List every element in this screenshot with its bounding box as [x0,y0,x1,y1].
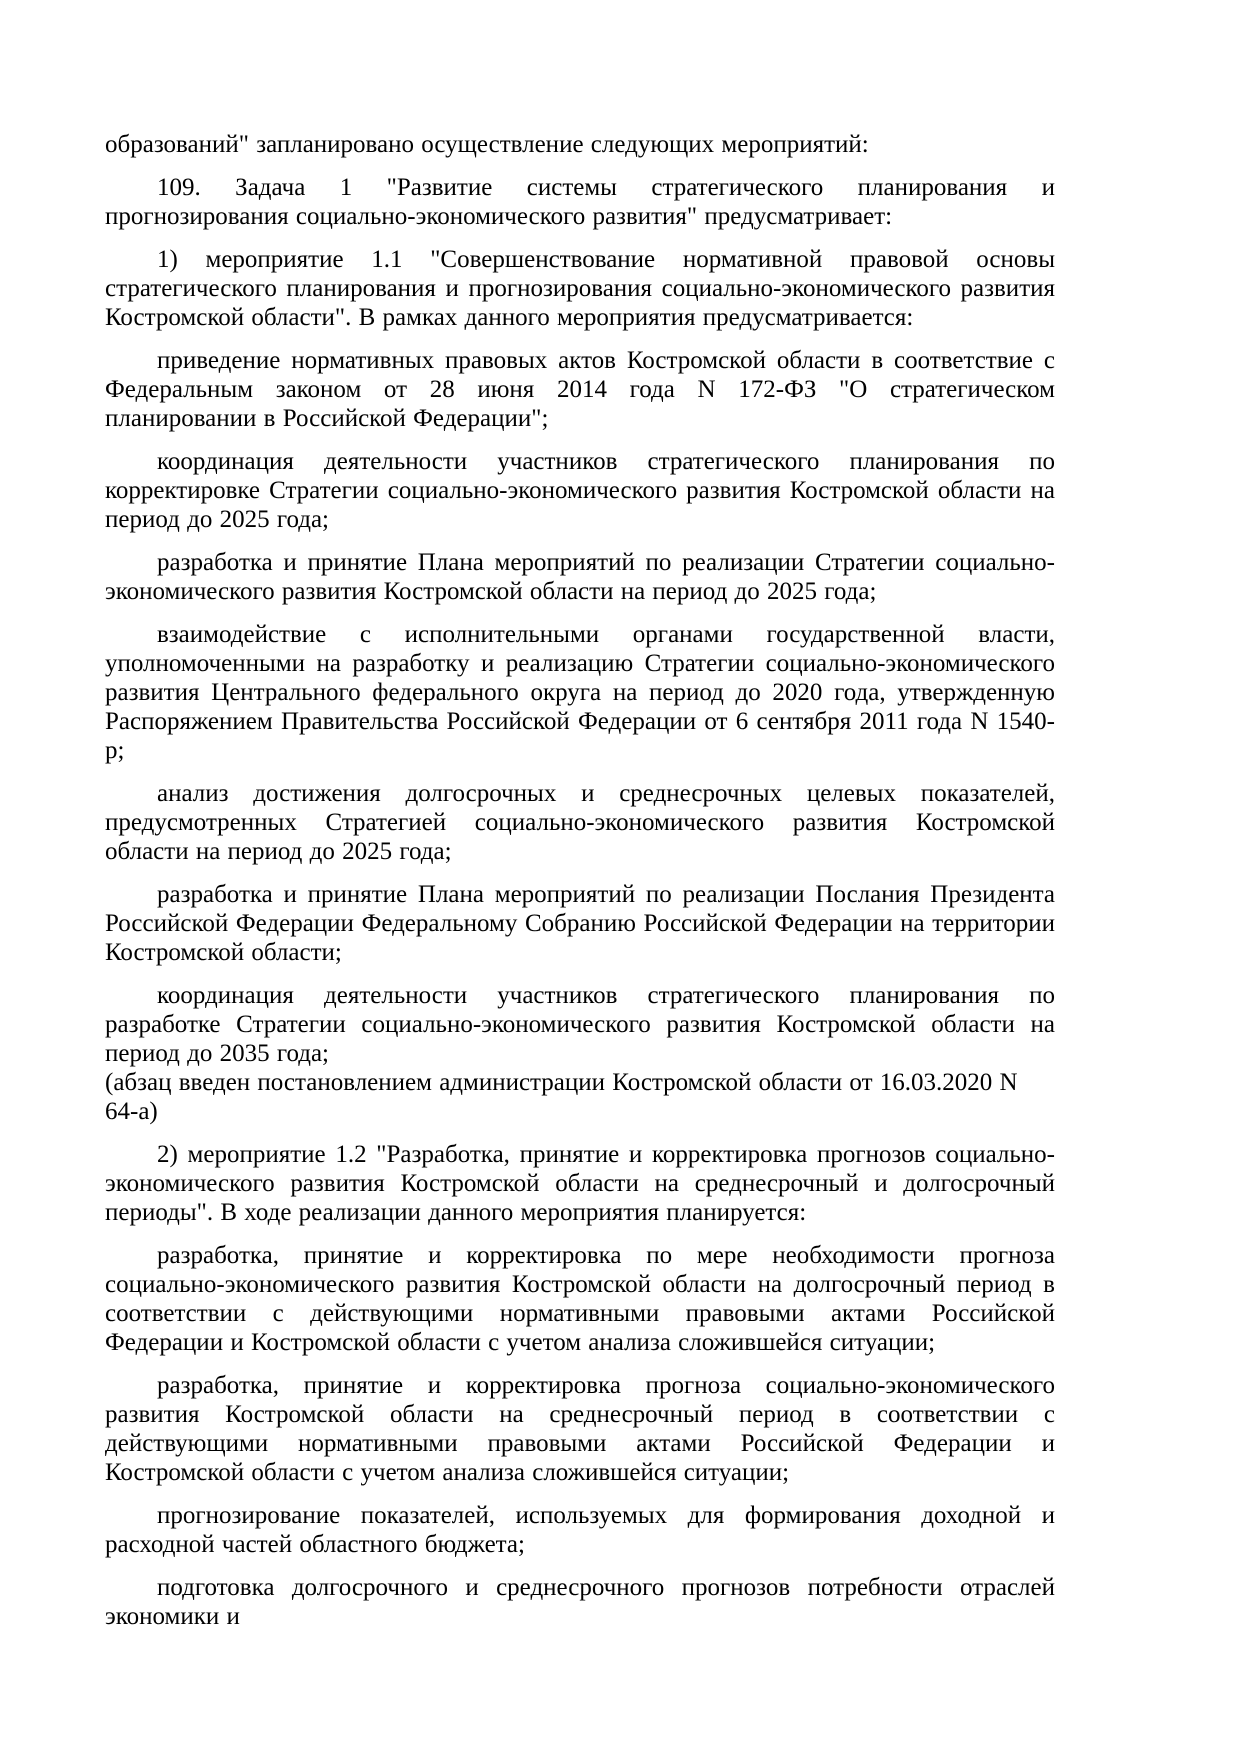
paragraph: разработка и принятие Плана мероприятий по реализации Послания Президента Российской Федерации Федеральному Собранию Российской Федерации на территории Костромской области; [105,881,1055,966]
paragraph: разработка и принятие Плана мероприятий по реализации Стратегии социально-экономического развития Костромской области на период до 2025 года; [105,549,1055,605]
paragraph: разработка, принятие и корректировка по мере необходимости прогноза социально-экономического развития Костромской области на долгосрочный период в соответствии с действующими нормативными правовыми актами Российской Федерации и Костромской области с учетом анализа сложившейся ситуации; [105,1242,1055,1356]
paragraph: прогнозирование показателей, используемых для формирования доходной и расходной частей областного бюджета; [105,1502,1055,1558]
paragraph: координация деятельности участников стратегического планирования по разработке Стратегии социально-экономического развития Костромской области на период до 2035 года; [105,982,1055,1067]
amendment-note: (абзац введен постановлением администрации Костромской области от 16.03.2020 N 64-а) [105,1069,1018,1125]
paragraph: приведение нормативных правовых актов Костромской области в соответствие с Федеральным законом от 28 июня 2014 года N 172-ФЗ "О стратегическом планировании в Российской Федерации"; [105,347,1055,432]
paragraph-continued-text: образований" запланировано осуществление следующих мероприятий: [105,131,869,158]
paragraph: подготовка долгосрочного и среднесрочного прогнозов потребности отраслей экономики и [105,1574,1055,1630]
paragraph: взаимодействие с исполнительными органами государственной власти, уполномоченными на разработку и реализацию Стратегии социально-экономического развития Центрального федерального округа на период до 2020 года, утвержденную Распоряжением Правительства Российской Федерации от 6 сентября 2011 года N 1540-р; [105,621,1055,764]
paragraph-measure-1-2: 2) мероприятие 1.2 "Разработка, принятие и корректировка прогнозов социально-экономического развития Костромской области на среднесрочный и долгосрочный периоды". В ходе реализации данного мероприятия планируется: [105,1141,1055,1226]
paragraph-measure-1-1: 1) мероприятие 1.1 "Совершенствование нормативной правовой основы стратегического планирования и прогнозирования социально-экономического развития Костромской области". В рамках данного мероприятия предусматривается: [105,246,1055,331]
paragraph: разработка, принятие и корректировка прогноза социально-экономического развития Костромской области на среднесрочный период в соответствии с действующими нормативными правовыми актами Российской Федерации и Костромской области с учетом анализа сложившейся ситуации; [105,1372,1055,1486]
paragraph-task-109: 109. Задача 1 "Развитие системы стратегического планирования и прогнозирования социально-экономического развития" предусматривает: [105,174,1055,230]
paragraph: анализ достижения долгосрочных и среднесрочных целевых показателей, предусмотренных Стратегией социально-экономического развития Костромской области на период до 2025 года; [105,780,1055,865]
paragraph: координация деятельности участников стратегического планирования по корректировке Стратегии социально-экономического развития Костромской области на период до 2025 года; [105,448,1055,533]
